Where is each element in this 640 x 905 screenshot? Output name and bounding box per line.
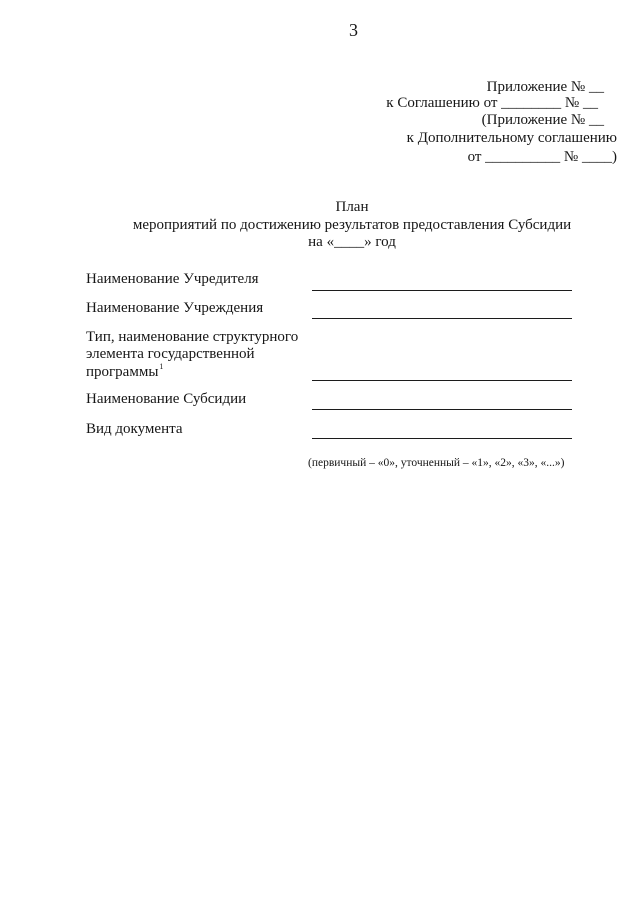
appendix-number: Приложение № __ [486, 79, 604, 95]
blank-line [312, 438, 572, 439]
title-plan: План [335, 199, 369, 215]
footnote-mark: 1 [159, 362, 164, 371]
field-label: Вид документа [86, 421, 183, 437]
title-year: на «____» год [308, 234, 396, 250]
blank-line [312, 318, 572, 319]
supplementary-agreement-date-number: от __________ № ____) [467, 149, 617, 165]
field-label: Наименование Субсидии [86, 391, 247, 407]
page-number: 3 [349, 20, 358, 40]
title-subject: мероприятий по достижению результатов предоставления Субсидии [132, 217, 572, 233]
blank-line [312, 290, 572, 291]
field-label-text: программы [86, 364, 159, 380]
agreement-reference: к Соглашению от ________ № __ [386, 95, 598, 111]
field-label: Наименование Учреждения [86, 300, 264, 316]
blank-line [312, 409, 572, 410]
supplementary-agreement-label: к Дополнительному соглашению [406, 130, 617, 146]
field-label-line: Тип, наименование структурного [86, 329, 299, 345]
supplementary-appendix-number: (Приложение № __ [481, 112, 604, 128]
blank-line [312, 380, 572, 381]
field-label-line [86, 364, 163, 381]
document-type-hint: (первичный – «0», уточненный – «1», «2», «3», «...») [308, 457, 565, 469]
field-label-line: элемента государственной [86, 346, 255, 362]
field-label: Наименование Учредителя [86, 271, 259, 287]
